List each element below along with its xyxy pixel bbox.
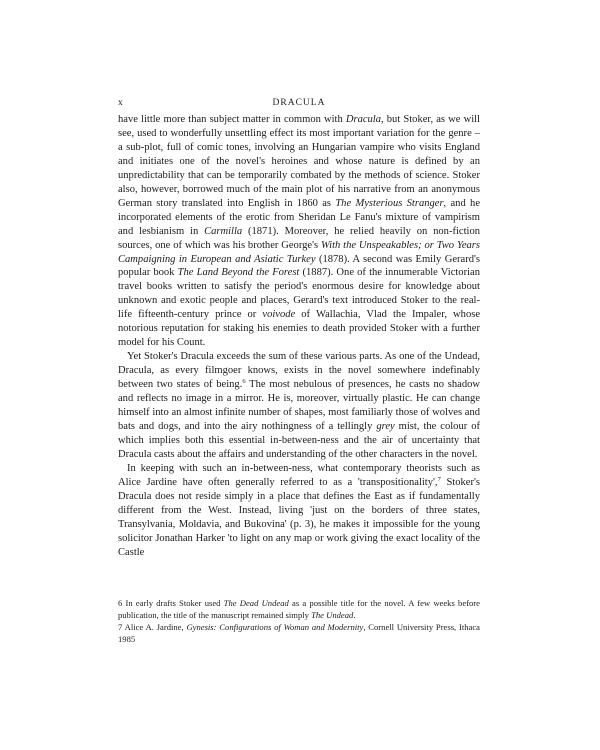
footnotes — [118, 597, 480, 645]
main-text — [118, 113, 480, 560]
paragraph-3 — [118, 462, 480, 560]
text-run: Stoker's Dracula does not reside simply in a place that defines the East as if fundamentally different from the West. Instead, living 'just on the borders of three states, Transylvania, Moldavia, and Bukovina' (p. 3), he makes it impossible for the young solicitor Jonathan Harker 'to light on any map or work giving the exact locality of the Castle — [118, 476, 480, 558]
italic-title: The Undead — [311, 610, 354, 620]
text-run: of Wallachia, Vlad the Impaler, whose notorious reputation for staking his enemies to death provided Stoker with a further model for his Count. — [118, 309, 480, 349]
text-run: (1887). One of the innumerable Victorian travel books written to satisfy the period's enormous desire for knowledge about unknown and exotic people and places, Gerard's text introduced Stoker to the real-life fifteenth-century prince or — [118, 267, 480, 321]
footnote-6 — [118, 597, 480, 621]
footnote-ref-6[interactable]: 6 — [242, 378, 246, 386]
text-run: , Cornell University Press, Ithaca 1985 — [118, 622, 480, 644]
italic-title: The Dead Undead — [223, 598, 289, 608]
text-run: (1871). Moreover, he relied heavily on non-fiction sources, one of which was his brother George's — [118, 225, 480, 251]
page-number: x — [118, 98, 123, 108]
italic-word: voivode — [262, 309, 296, 321]
text-run: as a possible title for the novel. A few weeks before publication, the title of the manuscript remained simply — [118, 598, 480, 620]
italic-title: With the Unspeakables; or Two Years Campaigning in European and Asiatic Turkey — [118, 239, 481, 265]
text-run: (1878). A second was Emily Gerard's popular book — [118, 253, 480, 279]
running-title: DRACULA — [272, 98, 326, 108]
footnote-ref-7[interactable]: 7 — [437, 475, 441, 483]
text-run: Yet Stoker's Dracula exceeds the sum of these various parts. As one of the Undead, Dracula, as every filmgoer knows, exists in the novel somewhere indefinably between two states of being. — [118, 351, 480, 391]
italic-title: The Mysterious Stranger — [335, 197, 444, 209]
text-run: , and he incorporated elements of the erotic from Sheridan Le Fanu's mixture of vampirism and lesbianism in — [118, 197, 480, 237]
paragraph-1 — [118, 113, 480, 350]
running-header — [118, 96, 480, 110]
text-run: 7 Alice A. Jardine, — [118, 622, 187, 632]
text-run: . — [353, 610, 356, 620]
italic-word: grey — [376, 420, 395, 432]
text-run: , but Stoker, as we will see, used to wonderfully unsettling effect its most important variation for the genre – a sub-plot, full of comic tones, involving an Hungarian vampire who visits England and initiates one of the novel's heroines and whose nature is defined by an unpredictability that can be temporarily combated by the methods of science. Stoker also, however, borrowed much of the main plot of his narrative from an anonymous German story translated into English in 1860 as — [118, 114, 480, 209]
text-run: In keeping with such an in-between-ness, what contemporary theorists such as Alice Jardine have often generally referred to as a 'transpositionality', — [118, 462, 480, 488]
text-run: The most nebulous of presences, he casts no shadow and reflects no image in a mirror. He is, moreover, virtually plastic. He can change himself into an almost infinite number of shapes, most familiarly those of wolves and bats and dogs, and into the airy nothingness of a tellingly — [118, 379, 480, 432]
text-run: 6 In early drafts Stoker used — [118, 598, 224, 608]
paragraph-2 — [118, 350, 480, 462]
text-run: mist, the colour of which implies both this essential in-between-ness and the air of uncertainty that Dracula casts about the affairs and understanding of the other characters in the novel. — [118, 420, 480, 460]
text-run: have little more than subject matter in common with — [118, 114, 346, 125]
italic-title: The Land Beyond the Forest — [177, 267, 300, 279]
italic-title: Carmilla — [204, 225, 243, 237]
footnote-7 — [118, 621, 480, 645]
italic-title: Dracula — [345, 114, 382, 125]
italic-title: Gynesis: Configurations of Woman and Modernity — [186, 622, 364, 632]
